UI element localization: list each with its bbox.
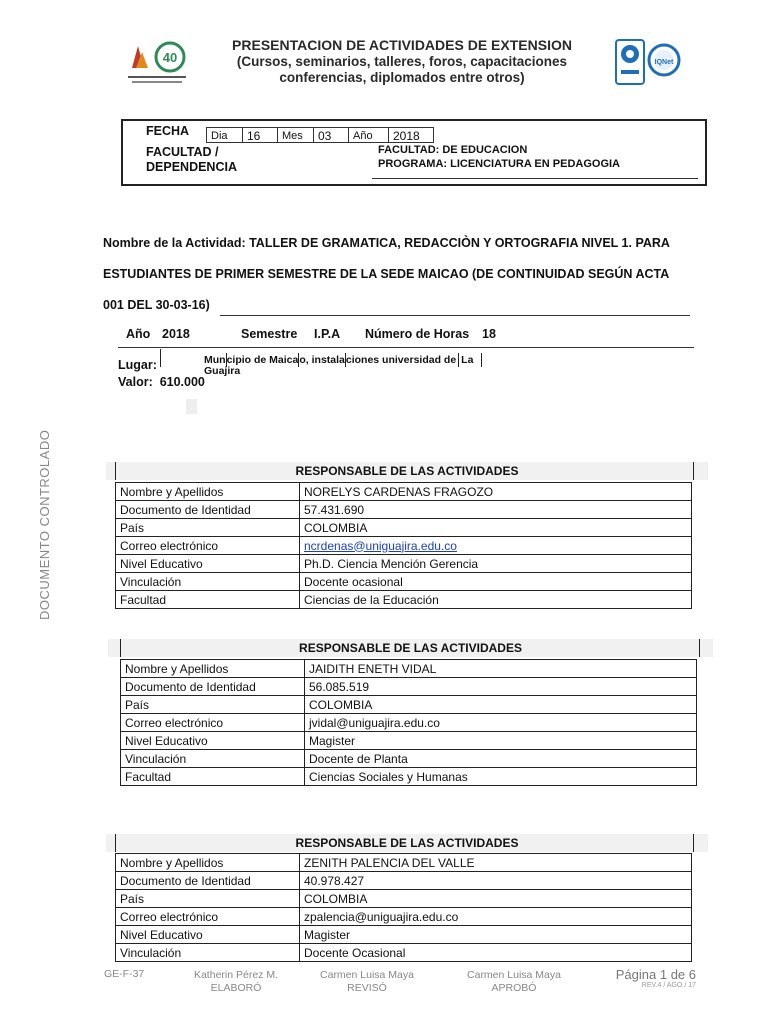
table-row: Nivel Educativo Ph.D. Ciencia Mención Gerencia bbox=[116, 555, 692, 573]
form-code: GE-F-37 bbox=[104, 968, 145, 980]
table-row: Nivel Educativo Magister bbox=[116, 926, 692, 944]
programa-underline bbox=[372, 178, 698, 179]
header-1-right-bar bbox=[693, 462, 694, 480]
artifact-mark bbox=[186, 399, 197, 414]
activity-name-line-3: 001 DEL 30-03-16) bbox=[103, 298, 210, 312]
table-row: Correo electrónico jvidal@uniguajira.edu.co bbox=[121, 714, 697, 732]
certification-logos bbox=[612, 38, 682, 88]
header-2-left-bar bbox=[120, 639, 121, 657]
table-row: Facultad Ciencias Sociales y Humanas bbox=[121, 768, 697, 786]
university-logo bbox=[126, 40, 188, 88]
table-row: Nombre y Apellidos ZENITH PALENCIA DEL VALLE bbox=[116, 854, 692, 872]
activity-underline bbox=[220, 315, 690, 316]
lugar-label: Lugar: bbox=[118, 358, 157, 372]
table-row: Vinculación Docente ocasional bbox=[116, 573, 692, 591]
responsable-table-2 bbox=[120, 659, 697, 786]
detail-anio-value: 2018 bbox=[162, 327, 190, 341]
table-row: Correo electrónico ncrdenas@uniguajira.edu.co bbox=[116, 537, 692, 555]
page-number: Página 1 de 6 bbox=[615, 967, 696, 982]
responsable-table-3 bbox=[115, 853, 692, 962]
table-row: Correo electrónico zpalencia@uniguajira.edu.co bbox=[116, 908, 692, 926]
table-row: Vinculación Docente de Planta bbox=[121, 750, 697, 768]
fecha-label: FECHA bbox=[146, 124, 190, 138]
horas-value: 18 bbox=[482, 327, 496, 341]
documento-controlado-watermark: DOCUMENTO CONTROLADO bbox=[37, 429, 52, 620]
document-title: PRESENTACION DE ACTIVIDADES DE EXTENSION bbox=[232, 37, 572, 53]
table-row: Documento de Identidad 56.085.519 bbox=[121, 678, 697, 696]
anio-value: 2018 bbox=[388, 127, 434, 143]
responsable-table-1 bbox=[115, 482, 692, 609]
dia-label: Dia bbox=[206, 127, 243, 143]
table-row: Nivel Educativo Magister bbox=[121, 732, 697, 750]
horas-label: Número de Horas bbox=[365, 327, 470, 341]
dia-value: 16 bbox=[242, 127, 278, 143]
anio-label: Año bbox=[348, 127, 389, 143]
table-row: Documento de Identidad 40.978.427 bbox=[116, 872, 692, 890]
aprobo-block: Carmen Luisa Maya APROBÓ bbox=[467, 969, 561, 994]
semestre-label: Semestre bbox=[241, 327, 298, 341]
svg-text:40: 40 bbox=[162, 50, 178, 65]
activity-name-line-1: Nombre de la Actividad: TALLER DE GRAMATICA, REDACCIÒN Y ORTOGRAFIA NIVEL 1. PARA bbox=[103, 236, 670, 250]
detail-anio-label: Año bbox=[126, 327, 151, 341]
responsable-header-3: RESPONSABLE DE LAS ACTIVIDADES bbox=[106, 834, 708, 852]
table-row: País COLOMBIA bbox=[116, 890, 692, 908]
responsable-header-2: RESPONSABLE DE LAS ACTIVIDADES bbox=[108, 639, 713, 657]
table-row: País COLOMBIA bbox=[116, 519, 692, 537]
svg-text:IQNet: IQNet bbox=[654, 59, 674, 66]
mes-label: Mes bbox=[277, 127, 314, 143]
header-1-left-bar bbox=[115, 462, 116, 480]
header-3-right-bar bbox=[693, 834, 694, 852]
facultad-value: FACULTAD: DE EDUCACION PROGRAMA: LICENCIATURA EN PEDAGOGIA bbox=[378, 144, 620, 170]
details-separator bbox=[118, 347, 694, 348]
email-link[interactable]: ncrdenas@uniguajira.edu.co bbox=[304, 538, 457, 553]
document-subtitle: (Cursos, seminarios, talleres, foros, capacitaciones conferencias, diplomados entre otros) bbox=[236, 54, 568, 85]
valor-label: Valor: 610.000 bbox=[118, 375, 205, 389]
header-3-left-bar bbox=[115, 834, 116, 852]
responsable-header-1: RESPONSABLE DE LAS ACTIVIDADES bbox=[106, 462, 708, 480]
elaboro-block: Katherin Pérez M. ELABORÓ bbox=[193, 969, 279, 994]
table-row: Nombre y Apellidos JAIDITH ENETH VIDAL bbox=[121, 660, 697, 678]
table-row: Nombre y Apellidos NORELYS CARDENAS FRAGOZO bbox=[116, 483, 692, 501]
table-row: Vinculación Docente Ocasional bbox=[116, 944, 692, 962]
table-row: Documento de Identidad 57.431.690 bbox=[116, 501, 692, 519]
revision-label: REV.4 / AGO / 17 bbox=[641, 982, 696, 989]
header-2-right-bar bbox=[699, 639, 700, 657]
mes-value: 03 bbox=[313, 127, 349, 143]
reviso-block: Carmen Luisa Maya REVISÓ bbox=[320, 969, 414, 994]
table-row: País COLOMBIA bbox=[121, 696, 697, 714]
lugar-divider bbox=[160, 349, 161, 367]
semestre-value: I.P.A bbox=[314, 327, 341, 341]
activity-name-line-2: ESTUDIANTES DE PRIMER SEMESTRE DE LA SEDE MAICAO (DE CONTINUIDAD SEGÚN ACTA bbox=[103, 267, 670, 281]
lugar-value-cont: Guajira bbox=[204, 365, 241, 377]
lugar-value: Muncipio de Maicao, instalaciones universidad de La bbox=[204, 353, 482, 367]
facultad-label: FACULTAD / DEPENDENCIA bbox=[146, 145, 237, 174]
table-row: Facultad Ciencias de la Educación bbox=[116, 591, 692, 609]
